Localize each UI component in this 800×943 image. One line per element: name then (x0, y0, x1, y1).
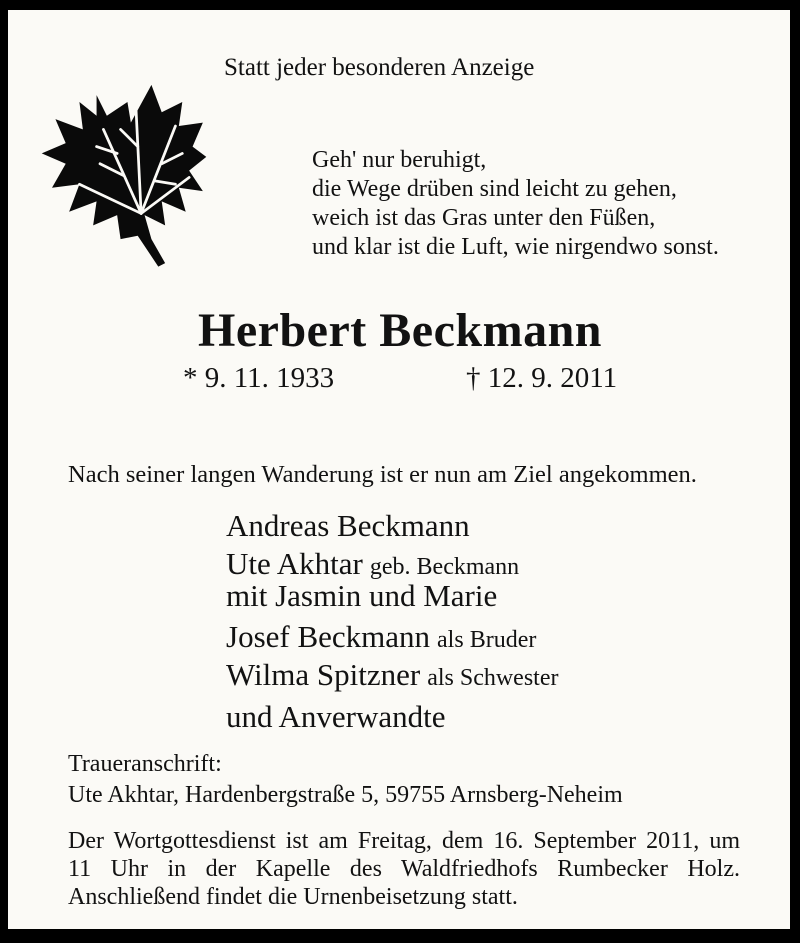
frame-border-left (0, 0, 8, 943)
condolence-label: Traueranschrift: (68, 751, 222, 777)
poem-line: die Wege drüben sind leicht zu gehen, (312, 176, 677, 202)
epitaph-text: Nach seiner langen Wanderung ist er nun am Ziel angekommen. (68, 461, 697, 488)
mourner-row (226, 657, 558, 693)
memorial-poem (312, 146, 719, 262)
service-line: Anschließend findet die Urnenbeisetzung statt. (68, 883, 518, 910)
mourner-name: Wilma Spitzner (226, 657, 421, 692)
frame-border-top (0, 0, 800, 10)
mourner-suffix: als Bruder (437, 627, 537, 653)
condolence-address: Ute Akhtar, Hardenbergstraße 5, 59755 Arnsberg-Neheim (68, 782, 623, 808)
poem-line: und klar ist die Luft, wie nirgendwo sonst. (312, 234, 719, 260)
mourner-row (226, 619, 536, 655)
mourner-suffix: als Schwester (427, 665, 559, 691)
mourner-suffix: geb. Beckmann (369, 554, 520, 580)
mourner-row (226, 546, 519, 582)
birth-date: * 9. 11. 1933 (183, 362, 335, 394)
poem-line: Geh' nur beruhigt, (312, 147, 487, 173)
deceased-name: Herbert Beckmann (198, 304, 602, 357)
maple-leaf-icon (36, 78, 212, 270)
notice-header: Statt jeder besonderen Anzeige (224, 54, 535, 81)
mourner-name: mit Jasmin und Marie (226, 578, 498, 613)
mourner-name: Ute Akhtar (226, 546, 363, 581)
death-date: † 12. 9. 2011 (466, 362, 618, 394)
mourner-name: und Anverwandte (226, 699, 446, 734)
poem-line: weich ist das Gras unter den Füßen, (312, 205, 656, 231)
service-line: Der Wortgottesdienst ist am Freitag, dem 16. September 2011, um (68, 828, 740, 854)
mourner-name: Josef Beckmann (226, 619, 431, 654)
mourner-name: Andreas Beckmann (226, 508, 470, 543)
mourner-row (226, 508, 477, 544)
mourner-row (226, 699, 453, 735)
service-line: 11 Uhr in der Kapelle des Waldfriedhofs Rumbecker Holz. (68, 855, 740, 882)
condolence-address-block (68, 749, 623, 811)
service-info (68, 828, 740, 911)
frame-border-bottom (0, 929, 800, 943)
frame-border-right (790, 0, 800, 943)
mourner-row (226, 578, 504, 614)
